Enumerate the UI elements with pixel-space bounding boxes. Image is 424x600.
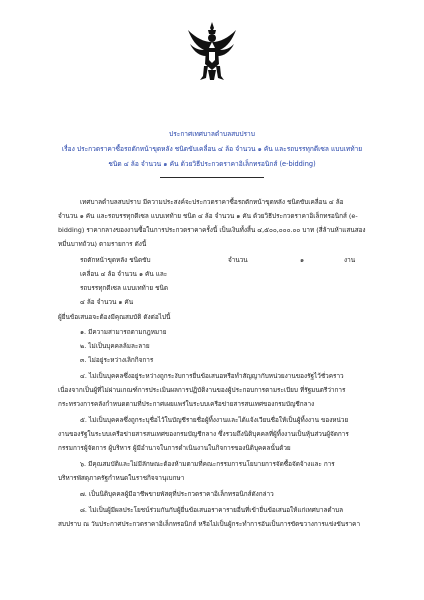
item-line-4: ๔ ล้อ จำนวน ๑ คัน: [80, 298, 134, 306]
condition-5-line-3: กรรมการผู้จัดการ ผู้บริหาร ผู้มีอำนาจในการดำเนินงานในกิจการของนิติบุคคลนั้นด้วย: [58, 444, 291, 452]
condition-8-line-2: สบปราบ ณ วันประกาศประกวดราคาอิเล็กทรอนิกส์ หรือไม่เป็นผู้กระทำการอันเป็นการขัดขวางการแข่งขันราคา: [58, 520, 361, 528]
condition-5-line-1: ๕. ไม่เป็นบุคคลซึ่งถูกระบุชื่อไว้ในบัญชีรายชื่อผู้ทิ้งงานและได้แจ้งเวียนชื่อให้เป็นผู้ทิ้งงาน ของหน่วย: [80, 416, 349, 424]
subject-line-2: ชนิด ๔ ล้อ จำนวน ๑ คัน ด้วยวิธีประกวดราคาอิเล็กทรอนิกส์ (e-bidding): [108, 160, 316, 168]
intro-line-1: เทศบาลตำบลสบปราบ มีความประสงค์จะประกวดราคาซื้อรถตักหน้าขุดหลัง ชนิดขับเคลื่อน ๔ ล้อ: [80, 198, 344, 206]
condition-5-line-2: งานของรัฐในระบบเครือข่ายสารสนเทศของกรมบัญชีกลาง ซึ่งรวมถึงนิติบุคคลที่ผู้ทิ้งงานเป็นหุ้นส่วนผู้จัดการ: [58, 430, 349, 438]
item-line-3: รถบรรทุกดีเซล แบบเทท้าย ชนิด: [80, 284, 168, 292]
announcer-title: ประกาศเทศบาลตำบลสบปราบ: [169, 130, 255, 138]
item-line-1: รถตักหน้าขุดหลัง ชนิดขับ: [80, 256, 151, 264]
condition-6-line-2: บริหารพัสดุภาครัฐกำหนดในราชกิจจานุเบกษา: [58, 474, 185, 482]
item-qty: ๑: [300, 256, 305, 264]
item-qty-label: จำนวน: [228, 256, 248, 264]
subject-line-1: เรื่อง ประกวดราคาซื้อรถตักหน้าขุดหลัง ชนิดขับเคลื่อน ๔ ล้อ จำนวน ๑ คัน และรถบรรทุกดีเซล แบบเทท้าย: [61, 145, 363, 153]
condition-3: ๓. ไม่อยู่ระหว่างเลิกกิจการ: [80, 356, 154, 364]
item-unit: งาน: [344, 256, 356, 264]
condition-6-line-1: ๖. มีคุณสมบัติและไม่มีลักษณะต้องห้ามตามที่คณะกรรมการนโยบายการจัดซื้อจัดจ้างและ การ: [80, 460, 335, 468]
condition-4-line-1: ๔. ไม่เป็นบุคคลซึ่งอยู่ระหว่างถูกระงับการยื่นข้อเสนอหรือทำสัญญากับหน่วยงานของรัฐไว้ชั่วคราว: [80, 372, 344, 380]
condition-8-line-1: ๘. ไม่เป็นผู้มีผลประโยชน์ร่วมกันกับผู้ยื่นข้อเสนอราคารายอื่นที่เข้ายื่นข้อเสนอให้แก่เทศบาลตำบล: [80, 506, 344, 514]
title-divider: [160, 177, 264, 178]
condition-1: ๑. มีความสามารถตามกฎหมาย: [80, 328, 167, 336]
intro-line-3: bidding) ราคากลางของงานซื้อในการประกวดราคาครั้งนี้ เป็นเงินทั้งสิ้น ๔,๕๐๐,๐๐๐.๐๐ บาท (สี่ล้านห้าแสนสอง: [58, 226, 366, 234]
condition-4-line-3: กระทรวงการคลังกำหนดตามที่ประกาศเผยแพร่ในระบบเครือข่ายสารสนเทศของกรมบัญชีกลาง: [58, 400, 315, 408]
intro-line-4: หมื่นบาทถ้วน) ตามรายการ ดังนี้: [58, 240, 147, 248]
intro-line-2: จำนวน ๑ คัน และรถบรรทุกดีเซล แบบเทท้าย ชนิด ๔ ล้อ จำนวน ๑ คัน ด้วยวิธีประกวดราคาอิเล็กทรอนิกส์ (e-: [58, 212, 358, 220]
condition-2: ๒. ไม่เป็นบุคคลล้มละลาย: [80, 342, 150, 350]
garuda-emblem-icon: [186, 20, 238, 82]
condition-7: ๗. เป็นนิติบุคคลผู้มีอาชีพขายพัสดุที่ประกวดราคาอิเล็กทรอนิกส์ดังกล่าว: [80, 490, 274, 498]
qualification-intro: ผู้ยื่นข้อเสนอจะต้องมีคุณสมบัติ ดังต่อไปนี้: [58, 313, 171, 321]
condition-4-line-2: เนื่องจากเป็นผู้ที่ไม่ผ่านเกณฑ์การประเมินผลการปฏิบัติงานของผู้ประกอบการตามระเบียบ ที่รัฐมนตรีว่าการ: [58, 386, 346, 394]
item-line-2: เคลื่อน ๔ ล้อ จำนวน ๑ คัน และ: [80, 270, 168, 278]
